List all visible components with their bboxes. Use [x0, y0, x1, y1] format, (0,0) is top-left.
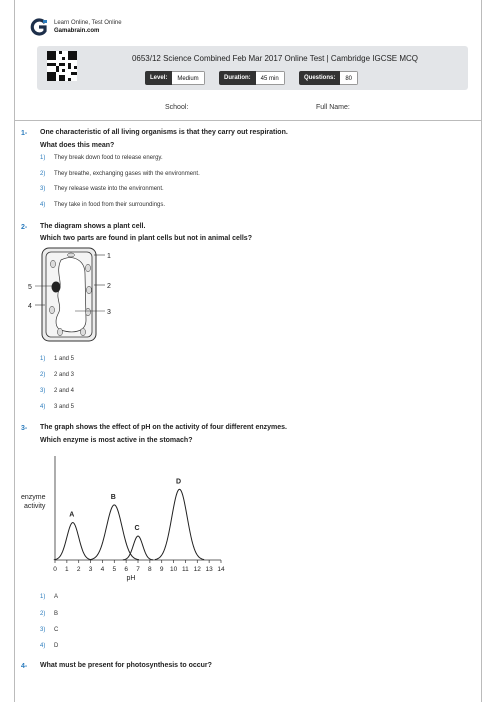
questions-value: 80: [340, 71, 358, 85]
answer-option[interactable]: [40, 372, 74, 378]
brand-tagline: Learn Online, Test Online: [54, 20, 122, 26]
enzyme-curve-a: [54, 523, 92, 560]
x-tick-label: 7: [136, 566, 140, 573]
option-number: 3): [40, 186, 46, 192]
option-text: B: [54, 611, 59, 617]
test-title: 0653/12 Science Combined Feb Mar 2017 Online Test | Cambridge IGCSE MCQ: [131, 54, 419, 63]
answer-option[interactable]: [40, 404, 74, 410]
x-tick-label: 5: [112, 566, 117, 573]
qr-code-icon: [47, 51, 77, 81]
answer-option[interactable]: [40, 594, 58, 600]
option-text: They breathe, exchanging gases with the environment.: [54, 171, 200, 177]
x-tick-label: 4: [100, 566, 105, 573]
x-tick-label: 1: [65, 566, 69, 573]
curve-labels: [69, 478, 181, 532]
curve-label-b: B: [110, 493, 116, 501]
option-number: 4): [40, 404, 46, 410]
questions-label: Questions:: [299, 71, 340, 85]
answer-option[interactable]: [40, 611, 58, 617]
question-number: 2-: [21, 224, 28, 231]
question-text: One characteristic of all living organisms is that they carry out respiration.: [40, 129, 288, 136]
option-number: 3): [40, 388, 46, 394]
answer-option[interactable]: [40, 155, 163, 161]
brand-site[interactable]: Gamabrain.com: [54, 28, 100, 34]
question-text: Which two parts are found in plant cells but not in animal cells?: [40, 235, 252, 242]
option-number: 1): [40, 594, 46, 600]
diagram-label-5: 5: [28, 284, 32, 291]
option-number: 1): [40, 155, 46, 161]
y-axis-label-line-1: enzyme: [21, 494, 46, 501]
x-tick-label: 14: [217, 566, 225, 573]
answer-option[interactable]: [40, 388, 74, 394]
x-tick-label: 10: [169, 566, 178, 573]
option-text: 2 and 3: [54, 372, 75, 378]
y-axis-label-line-2: activity: [24, 503, 46, 510]
option-text: They release waste into the environment.: [54, 186, 164, 192]
answer-option[interactable]: [40, 627, 58, 633]
enzyme-curves: [54, 489, 204, 560]
option-number: 2): [40, 372, 46, 378]
page-border-right: [481, 0, 482, 702]
x-tick-label: 13: [205, 566, 213, 573]
x-tick-label: 0: [53, 566, 57, 573]
school-field[interactable]: School:: [165, 104, 189, 111]
option-text: C: [54, 627, 59, 633]
question-number: 3-: [21, 425, 28, 432]
question-text: The diagram shows a plant cell.: [40, 223, 146, 230]
x-tick-label: 11: [182, 566, 189, 573]
curve-label-a: A: [69, 511, 75, 519]
nucleus: [52, 282, 61, 293]
level-value: Medium: [172, 71, 204, 85]
question-text: The graph shows the effect of pH on the activity of four different enzymes.: [40, 424, 287, 431]
level-label: Level:: [145, 71, 172, 85]
duration-label: Duration:: [219, 71, 256, 85]
question-text: Which enzyme is most active in the stomach?: [40, 437, 193, 444]
curve-label-d: D: [175, 478, 182, 486]
option-text: 3 and 5: [54, 404, 75, 410]
brand[interactable]: [30, 18, 122, 36]
option-number: 4): [40, 643, 46, 649]
divider: [14, 120, 482, 121]
option-text: They break down food to release energy.: [54, 155, 163, 161]
option-text: 1 and 5: [54, 356, 75, 362]
vacuole: [56, 258, 86, 332]
option-number: 1): [40, 356, 46, 362]
option-number: 2): [40, 611, 46, 617]
x-tick-label: 12: [193, 566, 201, 573]
answer-option[interactable]: [40, 171, 200, 177]
x-tick-label: 9: [159, 566, 164, 573]
duration-badge: [219, 71, 285, 85]
option-text: They take in food from their surroundings.: [54, 202, 166, 208]
enzyme-curve-d: [155, 489, 204, 559]
answer-option[interactable]: [40, 202, 165, 208]
answer-option[interactable]: [40, 356, 74, 362]
diagram-label-1: 1: [107, 253, 111, 260]
option-text: A: [54, 594, 59, 600]
x-axis-label: pH: [126, 575, 136, 582]
option-text: 2 and 4: [54, 388, 75, 394]
duration-value: 45 min: [256, 71, 285, 85]
option-number: 3): [40, 627, 46, 633]
level-badge: [145, 71, 205, 85]
plant-cell-diagram: [25, 246, 125, 346]
x-tick-label: 6: [124, 566, 128, 573]
question-number: 4-: [21, 663, 28, 670]
option-text: D: [54, 643, 59, 649]
full-name-field[interactable]: Full Name:: [316, 104, 350, 111]
answer-option[interactable]: [40, 186, 164, 192]
question-text: What must be present for photosynthesis to occur?: [40, 662, 212, 669]
diagram-label-3: 3: [107, 309, 111, 316]
x-tick-label: 8: [148, 566, 152, 573]
diagram-label-4: 4: [28, 303, 32, 310]
enzyme-activity-chart: [20, 448, 230, 586]
curve-label-c: C: [134, 525, 140, 533]
answer-option[interactable]: [40, 643, 58, 649]
x-ticks: [53, 560, 225, 573]
page-border-left: [14, 0, 15, 702]
questions-badge: [299, 71, 358, 85]
x-tick-label: 2: [76, 566, 81, 573]
question-number: 1-: [21, 130, 28, 137]
diagram-label-2: 2: [107, 283, 111, 290]
option-number: 2): [40, 171, 46, 177]
question-text: What does this mean?: [40, 142, 115, 149]
gamabrain-logo-icon: [30, 18, 48, 36]
option-number: 4): [40, 202, 46, 208]
x-tick-label: 3: [88, 566, 93, 573]
